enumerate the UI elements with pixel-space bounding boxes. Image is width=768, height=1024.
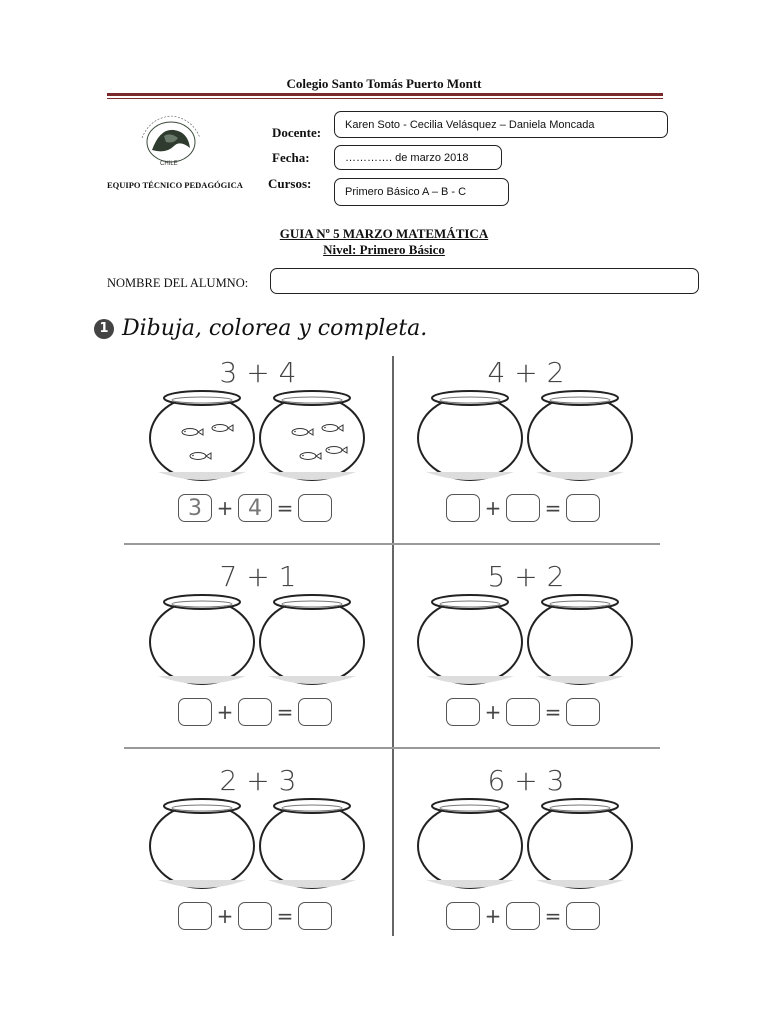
school-name: Colegio Santo Tomás Puerto Montt — [286, 76, 482, 91]
problem-cell — [128, 764, 388, 959]
addend-box[interactable]: 3 — [178, 494, 212, 522]
exercise-number: 1 — [94, 319, 114, 339]
fishbowls-icon — [414, 796, 638, 900]
equals-sign: = — [276, 496, 294, 520]
grid-vertical-divider — [392, 356, 394, 936]
plus-sign: + — [484, 904, 502, 928]
student-name-field[interactable] — [270, 268, 699, 294]
equation-row — [178, 902, 332, 930]
problem-expression: 5 + 2 — [487, 560, 565, 593]
sum-box[interactable] — [298, 698, 332, 726]
sum-box[interactable] — [298, 902, 332, 930]
addend-box[interactable] — [178, 698, 212, 726]
header-rule-thin — [107, 98, 663, 99]
equals-sign: = — [544, 700, 562, 724]
fecha-field[interactable] — [334, 145, 502, 170]
addend-box[interactable] — [446, 902, 480, 930]
school-logo — [130, 110, 212, 178]
problem-expression: 3 + 4 — [219, 356, 297, 389]
problem-cell — [396, 764, 656, 959]
equals-sign: = — [276, 904, 294, 928]
sum-box[interactable] — [566, 698, 600, 726]
problem-expression: 2 + 3 — [219, 764, 297, 797]
addend-box[interactable] — [446, 494, 480, 522]
problem-expression: 4 + 2 — [487, 356, 565, 389]
sum-box[interactable] — [298, 494, 332, 522]
equation-row — [446, 902, 600, 930]
fishbowls-icon — [414, 592, 638, 696]
addend-box[interactable] — [238, 902, 272, 930]
cursos-field[interactable] — [334, 178, 509, 206]
problem-cell — [396, 560, 656, 755]
fecha-value: …………. de marzo 2018 — [345, 151, 469, 164]
addend-box[interactable] — [446, 698, 480, 726]
problem-expression: 6 + 3 — [487, 764, 565, 797]
sum-box[interactable] — [566, 494, 600, 522]
sum-box[interactable] — [566, 902, 600, 930]
addend-box[interactable]: 4 — [238, 494, 272, 522]
equals-sign: = — [276, 700, 294, 724]
guide-level: Nivel: Primero Básico — [323, 242, 445, 257]
header-rule — [107, 93, 663, 96]
fishbowls-icon — [146, 796, 370, 900]
guide-title: GUIA Nº 5 MARZO MATEMÁTICA — [279, 226, 489, 241]
plus-sign: + — [484, 496, 502, 520]
docente-label: Docente: — [272, 125, 322, 140]
addend-box[interactable] — [506, 698, 540, 726]
cursos-value: Primero Básico A – B - C — [345, 186, 467, 198]
plus-sign: + — [216, 700, 234, 724]
problem-cell — [396, 356, 656, 551]
plus-sign: + — [484, 700, 502, 724]
cursos-label: Cursos: — [268, 176, 312, 191]
instruction-text: Dibuja, colorea y completa. — [122, 316, 428, 341]
student-name-label: NOMBRE DEL ALUMNO: — [107, 276, 249, 290]
addend-box[interactable] — [506, 902, 540, 930]
problem-cell — [128, 560, 388, 755]
equals-sign: = — [544, 496, 562, 520]
fishbowls-icon — [414, 388, 638, 492]
addend-box[interactable] — [506, 494, 540, 522]
addend-box[interactable] — [238, 698, 272, 726]
problem-expression: 7 + 1 — [219, 560, 297, 593]
docente-value: Karen Soto - Cecilia Velásquez – Daniela Moncada — [345, 118, 595, 131]
fishbowls-icon — [146, 388, 370, 492]
team-label: EQUIPO TÉCNICO PEDAGÓGICA — [107, 180, 243, 190]
equation-row — [178, 698, 332, 726]
equation-row — [446, 494, 600, 522]
addend-box[interactable] — [178, 902, 212, 930]
plus-sign: + — [216, 496, 234, 520]
problem-cell — [128, 356, 388, 551]
docente-field[interactable] — [334, 111, 668, 138]
fecha-label: Fecha: — [272, 150, 310, 165]
plus-sign: + — [216, 904, 234, 928]
equation-row — [178, 494, 332, 522]
equation-row — [446, 698, 600, 726]
instruction — [94, 316, 427, 341]
equals-sign: = — [544, 904, 562, 928]
fishbowls-icon — [146, 592, 370, 696]
